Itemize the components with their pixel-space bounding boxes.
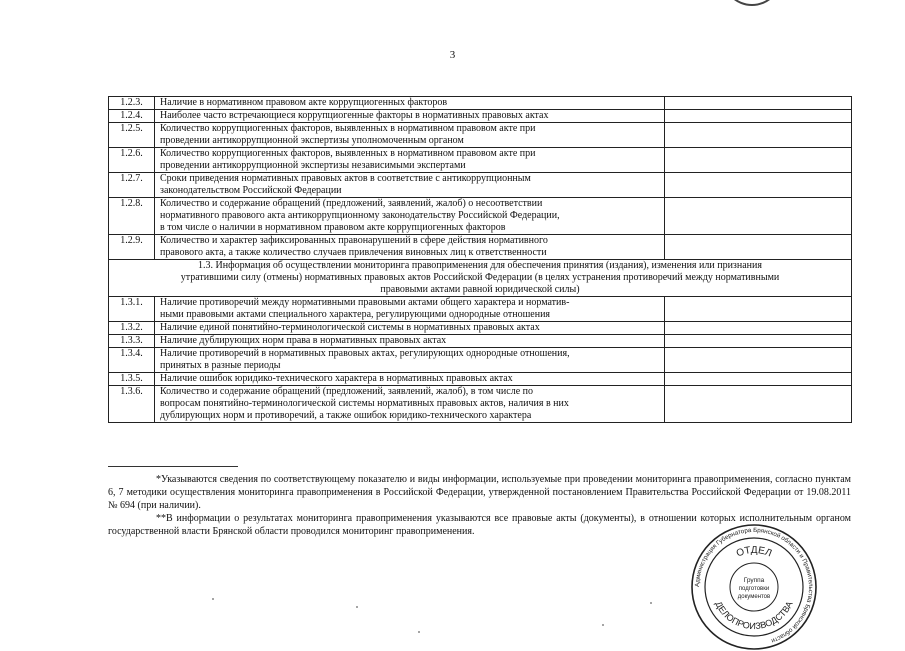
row-number: 1.3.2. — [109, 322, 155, 335]
page-number: 3 — [449, 49, 456, 61]
footnote-first: *Указываются сведения по соответствующему показателю и виды информации, используемые при проведении мониторинга правоприменения, согласно пунктам 6, 7 методики осуществления мониторинга правоприменения в Российской Федерации, утвержденной постановлением Правительства Российской Федерации от 19.08.2011 № 694 (при наличии). — [108, 474, 851, 511]
stamp-center-line-1: Группа — [743, 577, 765, 584]
table-row — [109, 173, 852, 198]
indicator-text — [155, 198, 665, 235]
section-heading-line: правовыми актами равной юридической силы) — [380, 284, 580, 295]
table-row — [109, 386, 852, 423]
indicator-text: Наличие единой понятийно-терминологической системы в нормативных правовых актах — [155, 322, 665, 335]
row-number: 1.2.9. — [109, 235, 155, 260]
value-cell — [665, 173, 852, 198]
row-number: 1.2.4. — [109, 110, 155, 123]
value-cell — [665, 373, 852, 386]
indicator-text-line: Наличие противоречий в нормативных правовых актах, регулирующих однородные отношения, — [160, 348, 570, 359]
table-row — [109, 322, 852, 335]
indicator-text — [155, 386, 665, 423]
monitoring-table — [108, 96, 852, 423]
table-row — [109, 198, 852, 235]
value-cell — [665, 235, 852, 260]
indicator-text-line: правового акта, а также количество случаев привлечения виновных лиц к ответственности — [160, 247, 547, 258]
indicator-text: Наличие ошибок юридико-технического характера в нормативных правовых актах — [155, 373, 665, 386]
table-row — [109, 348, 852, 373]
stamp-outer-text: Администрация Губернатора Брянской области и Правительства Брянской области — [693, 526, 815, 645]
indicator-text-line: Количество и содержание обращений (предложений, заявлений, жалоб), в том числе по — [160, 386, 533, 397]
indicator-text: Наличие дублирующих норм права в нормативных правовых актах — [155, 335, 665, 348]
indicator-text-line: ными правовыми актами специального характера, регулирующими однородные отношения — [160, 309, 551, 320]
value-cell — [665, 148, 852, 173]
value-cell — [665, 97, 852, 110]
row-number: 1.3.6. — [109, 386, 155, 423]
indicator-text-line: принятых в разные периоды — [160, 360, 281, 371]
indicator-text-line: дублирующих норм и противоречий, а также ошибок юридико-технического характера — [160, 410, 532, 421]
row-number: 1.3.5. — [109, 373, 155, 386]
seal-fragment — [722, 0, 782, 6]
table-row — [109, 97, 852, 110]
indicator-text: Наличие в нормативном правовом акте коррупциогенных факторов — [155, 97, 665, 110]
stamp-center-line-2: подготовки — [738, 586, 770, 592]
value-cell — [665, 110, 852, 123]
table-row — [109, 235, 852, 260]
official-stamp — [690, 523, 818, 651]
table-body — [109, 97, 852, 423]
scan-speck — [602, 624, 604, 626]
indicator-text — [155, 123, 665, 148]
row-number: 1.2.7. — [109, 173, 155, 198]
value-cell — [665, 297, 852, 322]
footnote-second: **В информации о результатах мониторинга правоприменения указываются все правовые акты (документы), в отношении которых исполнительным органом государственной власти Брянской области проводился мониторинг правоприменения. — [108, 513, 851, 537]
stamp-top-text: ОТДЕЛ — [734, 544, 774, 560]
row-number: 1.3.4. — [109, 348, 155, 373]
scan-speck — [212, 598, 214, 600]
indicator-text-line: законодательством Российской Федерации — [160, 185, 342, 196]
scan-speck — [650, 602, 652, 604]
indicator-text-line: Наличие противоречий между нормативными правовыми актами общего характера и норматив- — [160, 297, 570, 308]
value-cell — [665, 322, 852, 335]
table-section-row — [109, 260, 852, 297]
indicator-text — [155, 348, 665, 373]
indicator-text-line: Количество коррупциогенных факторов, выявленных в нормативном правовом акте при — [160, 123, 536, 134]
section-heading-line: 1.3. Информация об осуществлении мониторинга правоприменения для обеспечения принятия (издания), изменения или признания — [198, 260, 762, 271]
indicator-text-line: нормативного правового акта антикоррупционному законодательству Российской Федерации, — [160, 210, 560, 221]
value-cell — [665, 386, 852, 423]
stamp-center-line-3: документов — [737, 594, 771, 600]
row-number: 1.2.5. — [109, 123, 155, 148]
indicator-text: Наиболее часто встречающиеся коррупциогенные факторы в нормативных правовых актах — [155, 110, 665, 123]
table-row — [109, 123, 852, 148]
scan-speck — [356, 606, 358, 608]
row-number: 1.2.6. — [109, 148, 155, 173]
value-cell — [665, 335, 852, 348]
indicator-text — [155, 297, 665, 322]
indicator-text-line: Количество и характер зафиксированных правонарушений в сфере действия нормативного — [160, 235, 548, 246]
indicator-text-line: вопросам понятийно-терминологической системы нормативных правовых актов, наличия в них — [160, 398, 569, 409]
table-row — [109, 297, 852, 322]
table-row — [109, 148, 852, 173]
footnote-separator — [108, 466, 238, 467]
table-row — [109, 110, 852, 123]
row-number: 1.3.3. — [109, 335, 155, 348]
value-cell — [665, 123, 852, 148]
indicator-text-line: проведении антикоррупционной экспертизы независимыми экспертами — [160, 160, 466, 171]
value-cell — [665, 348, 852, 373]
indicator-text — [155, 173, 665, 198]
indicator-text-line: проведении антикоррупционной экспертизы уполномоченным органом — [160, 135, 464, 146]
row-number: 1.3.1. — [109, 297, 155, 322]
table-row — [109, 373, 852, 386]
section-heading — [109, 260, 852, 297]
value-cell — [665, 198, 852, 235]
table-row — [109, 335, 852, 348]
indicator-text-line: Сроки приведения нормативных правовых актов в соответствие с антикоррупционным — [160, 173, 531, 184]
section-heading-line: утратившими силу (отмены) нормативных правовых актов Российской Федерации (в целях устранения противоречий между нормативными — [180, 272, 780, 283]
indicator-text — [155, 235, 665, 260]
indicator-text-line: в том числе о наличии в нормативном правовом акте коррупциогенных факторов — [160, 222, 506, 233]
row-number: 1.2.8. — [109, 198, 155, 235]
row-number: 1.2.3. — [109, 97, 155, 110]
scan-speck — [418, 631, 420, 633]
indicator-text — [155, 148, 665, 173]
indicator-text-line: Количество и содержание обращений (предложений, заявлений, жалоб) о несоответствии — [160, 198, 543, 209]
stamp-bottom-text: ДЕЛОПРОИЗВОДСТВА — [713, 599, 795, 632]
indicator-text-line: Количество коррупциогенных факторов, выявленных в нормативном правовом акте при — [160, 148, 536, 159]
